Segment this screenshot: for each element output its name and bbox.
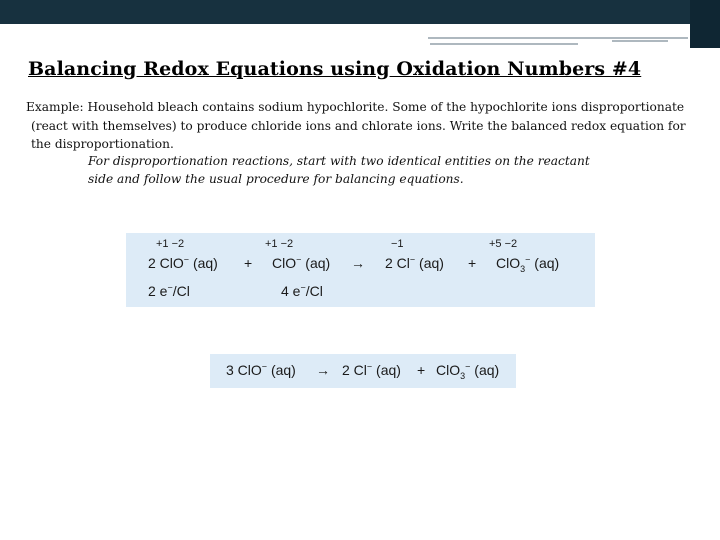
header-stripe [0, 24, 720, 36]
oxidation-number-label: +5 −2 [489, 238, 518, 250]
decorative-line [612, 40, 668, 42]
product-chlorate: ClO$_3$− (aq) [436, 361, 500, 381]
balanced-equation [210, 354, 516, 388]
oxidation-number-label: −1 [391, 238, 404, 250]
product-chloride: 2 Cl− (aq) [385, 254, 444, 271]
oxidation-number-label: +1 −2 [156, 238, 185, 250]
plus-sign: + [417, 362, 426, 378]
decorative-line [430, 43, 578, 45]
header-corner-block [690, 0, 720, 48]
reactant-hypochlorite: 3 ClO− (aq) [226, 361, 296, 378]
instruction-note: For disproportionation reactions, start with two identical entities on the reactant side and follow the usual procedure for balancing equations. [88, 154, 590, 186]
reactant-hypochlorite-pair: 2 ClO− (aq) [148, 254, 218, 271]
plus-sign: + [468, 255, 477, 271]
reaction-arrow: → [351, 255, 365, 271]
plus-sign: + [244, 255, 253, 271]
header-band [0, 0, 720, 24]
reactant-hypochlorite: ClO− (aq) [272, 254, 331, 271]
oxidation-number-label: +1 −2 [265, 238, 294, 250]
slide-title: Balancing Redox Equations using Oxidation Numbers #4 [28, 58, 642, 80]
example-paragraph: Example: Household bleach contains sodium hypochlorite. Some of the hypochlorite ions disproportionate (react with themselves) to produce chloride ions and chlorate ions. Write the balanced redox equation for the disproportionation. [26, 100, 686, 151]
electron-change-label: 2 e−/Cl [148, 282, 190, 299]
electron-change-label: 4 e−/Cl [281, 282, 323, 299]
decorative-line [428, 37, 688, 39]
oxidation-number-equation [126, 233, 595, 307]
reaction-arrow: → [316, 362, 330, 378]
product-chlorate: ClO$_3$− (aq) [496, 254, 560, 274]
product-chloride: 2 Cl− (aq) [342, 361, 401, 378]
